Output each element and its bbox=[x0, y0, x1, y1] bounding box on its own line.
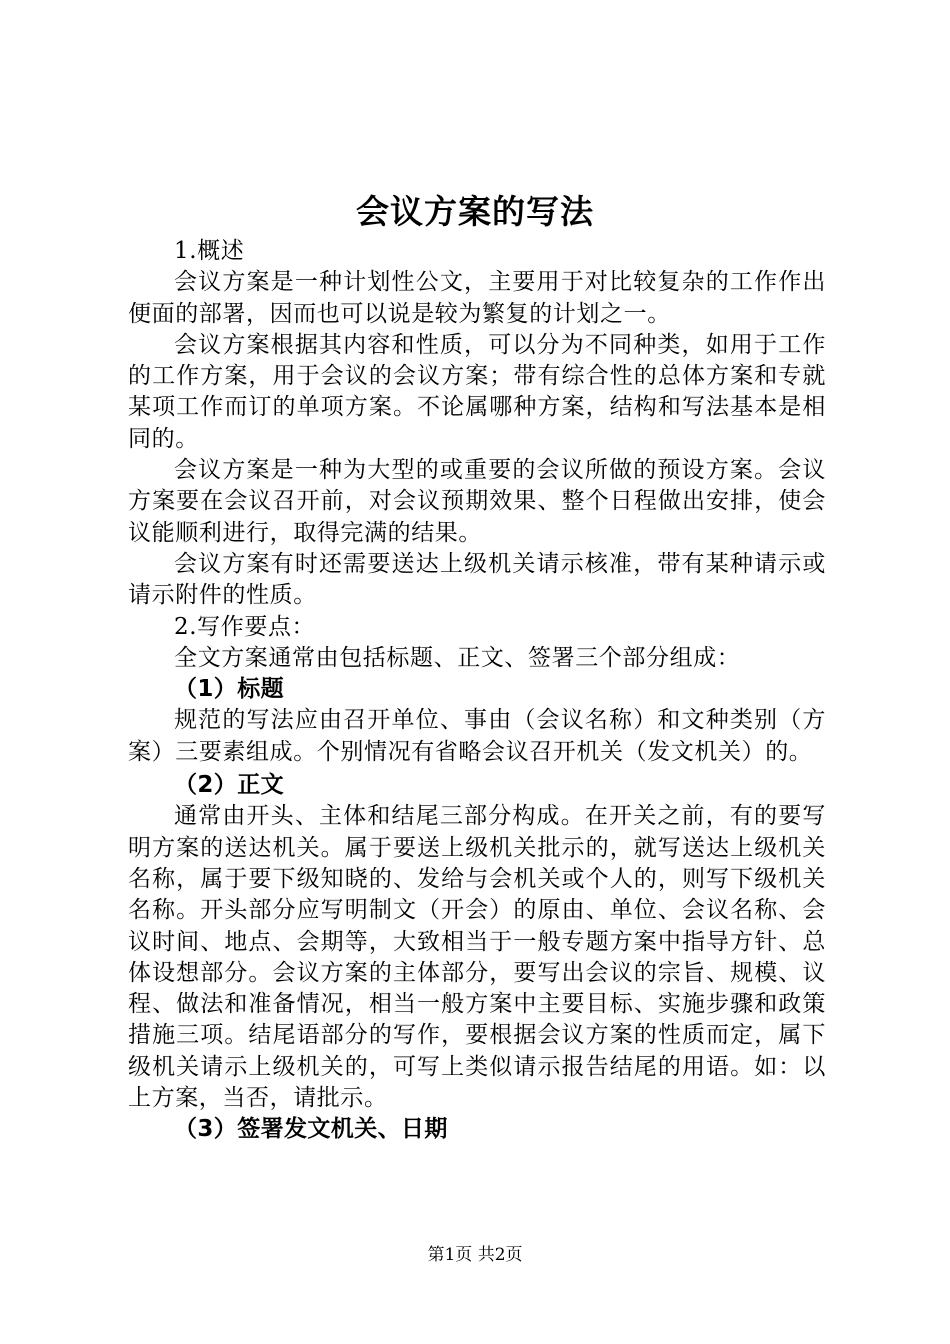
body-paragraph: 会议方案有时还需要送达上级机关请示核准，带有某种请示或请示附件的性质。 bbox=[128, 550, 826, 609]
body-paragraph: 通常由开头、主体和结尾三部分构成。在开关之前，有的要写明方案的送达机关。属于要送上级机关批示的，就写送达上级机关名称，属于要下级知晓的、发给与会机关或个人的，则写下级机关名称。开头部分应写明制文（开会）的原由、单位、会议名称、会议时间、地点、会期等，大致相当于一般专题方案中指导方针、总体设想部分。会议方案的主体部分，要写出会议的宗旨、规模、议程、做法和准备情况，相当一般方案中主要目标、实施步骤和政策措施三项。结尾语部分的写作，要根据会议方案的性质而定，属下级机关请示上级机关的，可写上类似请示报告结尾的用语。如：以上方案，当否，请批示。 bbox=[128, 803, 826, 1112]
body-paragraph: 规范的写法应由召开单位、事由（会议名称）和文种类别（方案）三要素组成。个别情况有省略会议召开机关（发文机关）的。 bbox=[128, 707, 826, 765]
subheading-main-text: （2）正文 bbox=[174, 772, 285, 799]
document-body bbox=[128, 236, 826, 1146]
subheading-signature: （3）签署发文机关、日期 bbox=[174, 1116, 448, 1143]
section-heading-overview: 1.概述 bbox=[174, 238, 245, 264]
page-number-footer: 第1页 共2页 bbox=[427, 1245, 523, 1265]
body-paragraph: 会议方案是一种为大型的或重要的会议所做的预设方案。会议方案要在会议召开前，对会议预期效果、整个日程做出安排，使会议能顺利进行，取得完满的结果。 bbox=[128, 457, 826, 546]
body-paragraph: 会议方案是一种计划性公文，主要用于对比较复杂的工作作出便面的部署，因而也可以说是较为繁复的计划之一。 bbox=[128, 269, 826, 327]
section-heading-writing-points: 2.写作要点： bbox=[174, 613, 316, 640]
body-paragraph: 会议方案根据其内容和性质，可以分为不同种类，如用于工作的工作方案，用于会议的会议方案；带有综合性的总体方案和专就某项工作而订的单项方案。不论属哪种方案，结构和写法基本是相同的。 bbox=[128, 331, 826, 452]
document-title: 会议方案的写法 bbox=[356, 192, 594, 231]
subheading-title: （1）标题 bbox=[174, 676, 285, 703]
body-paragraph: 全文方案通常由包括标题、正文、签署三个部分组成： bbox=[174, 644, 741, 671]
